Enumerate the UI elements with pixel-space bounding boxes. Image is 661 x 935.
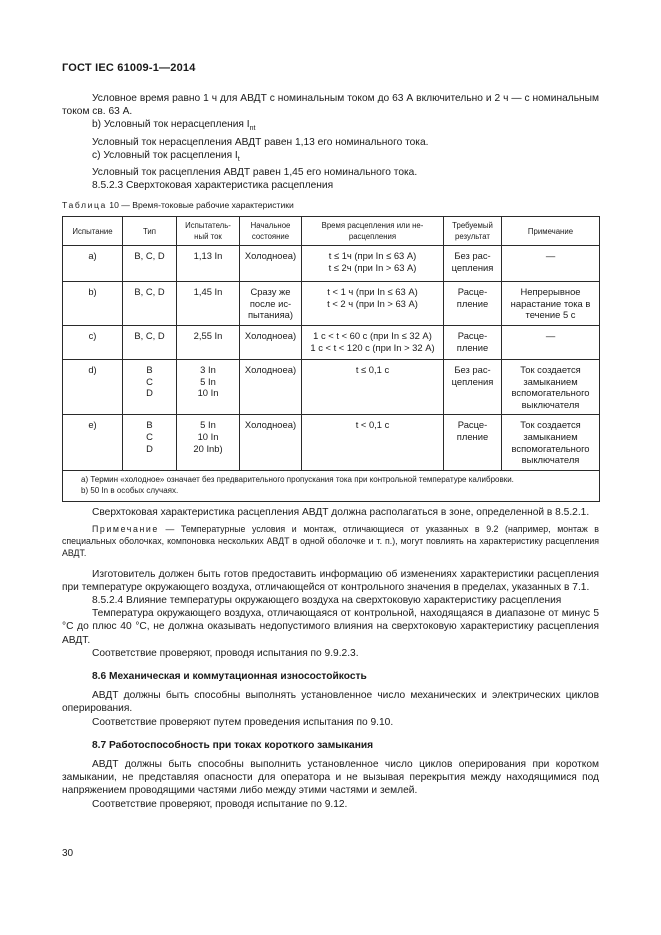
current-value: 10 In [197, 430, 219, 442]
intro-paragraph-1: Условное время равно 1 ч для АВДТ с номинальным током до 63 А включительно и 2 ч — с номинальным током св. 63 А. [62, 93, 599, 118]
table-row [63, 326, 600, 360]
type-value: D [146, 387, 153, 399]
current-value: 5 In [200, 375, 216, 387]
note-paragraph: Примечание — Температурные условия и монтаж, отличающиеся от указанных в 9.2 (например, монтаж в специальных оболочках, компоновка нескольких АВДТ в одной оболочке и т. п.), могут повлиять на характеристику расцепления АВДТ. [62, 524, 599, 558]
body-text [62, 506, 599, 811]
table-header-row [63, 217, 600, 246]
cell-note: Непрерывное нарастание тока в течение 5 с [502, 282, 600, 326]
cell-test: a) [63, 246, 123, 282]
cell-result: Расце-пление [444, 326, 502, 360]
cell-time [302, 360, 444, 415]
type-value: B, C, D [134, 286, 165, 297]
table-row [63, 415, 600, 470]
footnote-b: b) 50 In в особых случаях. [81, 486, 179, 496]
cell-type [123, 415, 177, 470]
cell-type [123, 282, 177, 326]
col-header-current: Испытатель-ный ток [177, 217, 240, 246]
col-header-result: Требуемый результат [444, 217, 502, 246]
col-header-state: Начальное состояние [240, 217, 302, 246]
col-header-test: Испытание [63, 217, 123, 246]
table-row [63, 360, 600, 415]
cell-state: Холодноеa) [240, 326, 302, 360]
page-number: 30 [62, 848, 74, 859]
cell-time [302, 326, 444, 360]
cell-note: — [502, 246, 600, 282]
cell-type [123, 360, 177, 415]
body-paragraph: Соответствие проверяют, проводя испытание по 9.12. [92, 798, 348, 810]
cell-current [177, 360, 240, 415]
cell-test: c) [63, 326, 123, 360]
cell-current [177, 246, 240, 282]
current-value: 3 In [200, 364, 216, 375]
time-value: t ≤ 0,1 с [355, 364, 390, 375]
cell-current [177, 326, 240, 360]
cell-result: Без рас-цепления [444, 246, 502, 282]
cell-result: Расце-пление [444, 282, 502, 326]
col-header-time: Время расцепления или не-расцепления [302, 217, 444, 246]
time-value: t ≤ 1ч (при In ≤ 63 А) [328, 250, 417, 261]
time-value: 1 с < t < 120 с (при In > 32 А) [310, 341, 435, 353]
intro-text [62, 92, 599, 192]
section-8-5-2-4-heading: 8.5.2.4 Влияние температуры окружающего воздуха на сверхтоковую характеристику расцепления [92, 595, 562, 606]
section-8-7-heading: 8.7 Работоспособность при токах короткого замыкания [92, 739, 374, 751]
current-value: 20 Inb) [193, 442, 223, 454]
type-value: D [146, 442, 153, 454]
type-value: B [146, 419, 153, 431]
col-header-type: Тип [123, 217, 177, 246]
section-8-5-2-3-heading: 8.5.2.3 Сверхтоковая характеристика расцепления [92, 180, 334, 192]
cell-state: Холодноеa) [240, 246, 302, 282]
table-footnotes [63, 470, 600, 501]
current-value: 1,45 In [193, 286, 223, 297]
body-paragraph: Соответствие проверяют путем проведения испытания по 9.10. [92, 716, 394, 728]
cell-result: Без рас-цепления [444, 360, 502, 415]
footnote-a: a) Термин «холодное» означает без предварительного пропускания тока при контрольной температуре калибровки. [81, 474, 514, 484]
type-value: C [146, 430, 153, 442]
cell-type [123, 326, 177, 360]
current-value: 5 In [200, 419, 216, 431]
current-value: 2,55 In [193, 330, 223, 341]
time-value: t < 0,1 с [355, 419, 390, 431]
col-header-note: Примечание [502, 217, 600, 246]
table-footnote-row [63, 470, 600, 501]
cell-result: Расце-пление [444, 415, 502, 470]
time-value: t < 2 ч (при In > 63 А) [327, 297, 418, 309]
time-value: t ≤ 2ч (при In > 63 А) [328, 261, 417, 273]
type-value: C [146, 375, 153, 387]
cell-test: d) [63, 360, 123, 415]
cell-note: Ток создается замыканием вспомогательного выключателя [502, 360, 600, 415]
cell-time [302, 415, 444, 470]
section-8-6-heading: 8.6 Механическая и коммутационная износостойкость [92, 671, 367, 683]
cell-test: e) [63, 415, 123, 470]
cell-test: b) [63, 282, 123, 326]
cell-current [177, 282, 240, 326]
type-value: B, C, D [134, 250, 165, 261]
body-paragraph: Температура окружающего воздуха, отличающаяся от контрольной, находящаяся в диапазоне от минус 5 °С до плюс 40 °С, не должна оказывать недопустимого влияния на сверхтоковую характеристику расцепления АВДТ. [62, 608, 599, 646]
body-paragraph: Сверхтоковая характеристика расцепления АВДТ должна располагаться в зоне, определенной в 8.5.2.1. [92, 507, 590, 518]
type-value: B [146, 364, 153, 375]
table-caption: Таблица 10 — Время-токовые рабочие характеристики [62, 200, 294, 210]
document-header: ГОСТ IEC 61009-1—2014 [62, 62, 196, 74]
body-paragraph: Соответствие проверяют, проводя испытания по 9.9.2.3. [92, 647, 359, 659]
cell-state: Холодноеa) [240, 415, 302, 470]
intro-paragraph-4: с) Условный ток расцепления $I_t$ [92, 149, 240, 163]
cell-type [123, 246, 177, 282]
time-current-table [62, 216, 600, 502]
cell-state: Холодноеa) [240, 360, 302, 415]
table-row [63, 282, 600, 326]
intro-paragraph-2: b) Условный ток нерасцепления $I_{nt}$ [92, 119, 256, 133]
type-value: B, C, D [134, 330, 165, 341]
table-row [63, 246, 600, 282]
intro-paragraph-5: Условный ток расцепления АВДТ равен 1,45 его номинального тока. [92, 167, 418, 179]
cell-time [302, 246, 444, 282]
body-paragraph: АВДТ должны быть способны выполнять установленное число механических и электрических циклов оперирования. [62, 690, 599, 715]
time-value: t < 1 ч (при In ≤ 63 А) [327, 286, 418, 297]
cell-current [177, 415, 240, 470]
body-paragraph: Изготовитель должен быть готов предоставить информацию об изменениях характеристики расцепления при температуре окружающего воздуха, отличающейся от контрольного значения в пределах, указанных в 7.1. [62, 568, 599, 593]
cell-note: — [502, 326, 600, 360]
cell-note: Ток создается замыканием вспомогательного выключателя [502, 415, 600, 470]
current-value: 1,13 In [193, 250, 223, 261]
cell-state: Сразу же после ис-пытанияa) [240, 282, 302, 326]
current-value: 10 In [197, 387, 219, 399]
intro-paragraph-3: Условный ток нерасцепления АВДТ равен 1,13 его номинального тока. [92, 136, 429, 148]
body-paragraph: АВДТ должны быть способны выполнить установленное число циклов оперирования при коротком замыкании, не представляя опасности для оператора и не вызывая перекрытия между находящимися под напряжением проводящими частями либо между этими частями и землей. [62, 759, 599, 797]
time-value: 1 с < t < 60 с (при In ≤ 32 А) [313, 330, 432, 341]
cell-time [302, 282, 444, 326]
